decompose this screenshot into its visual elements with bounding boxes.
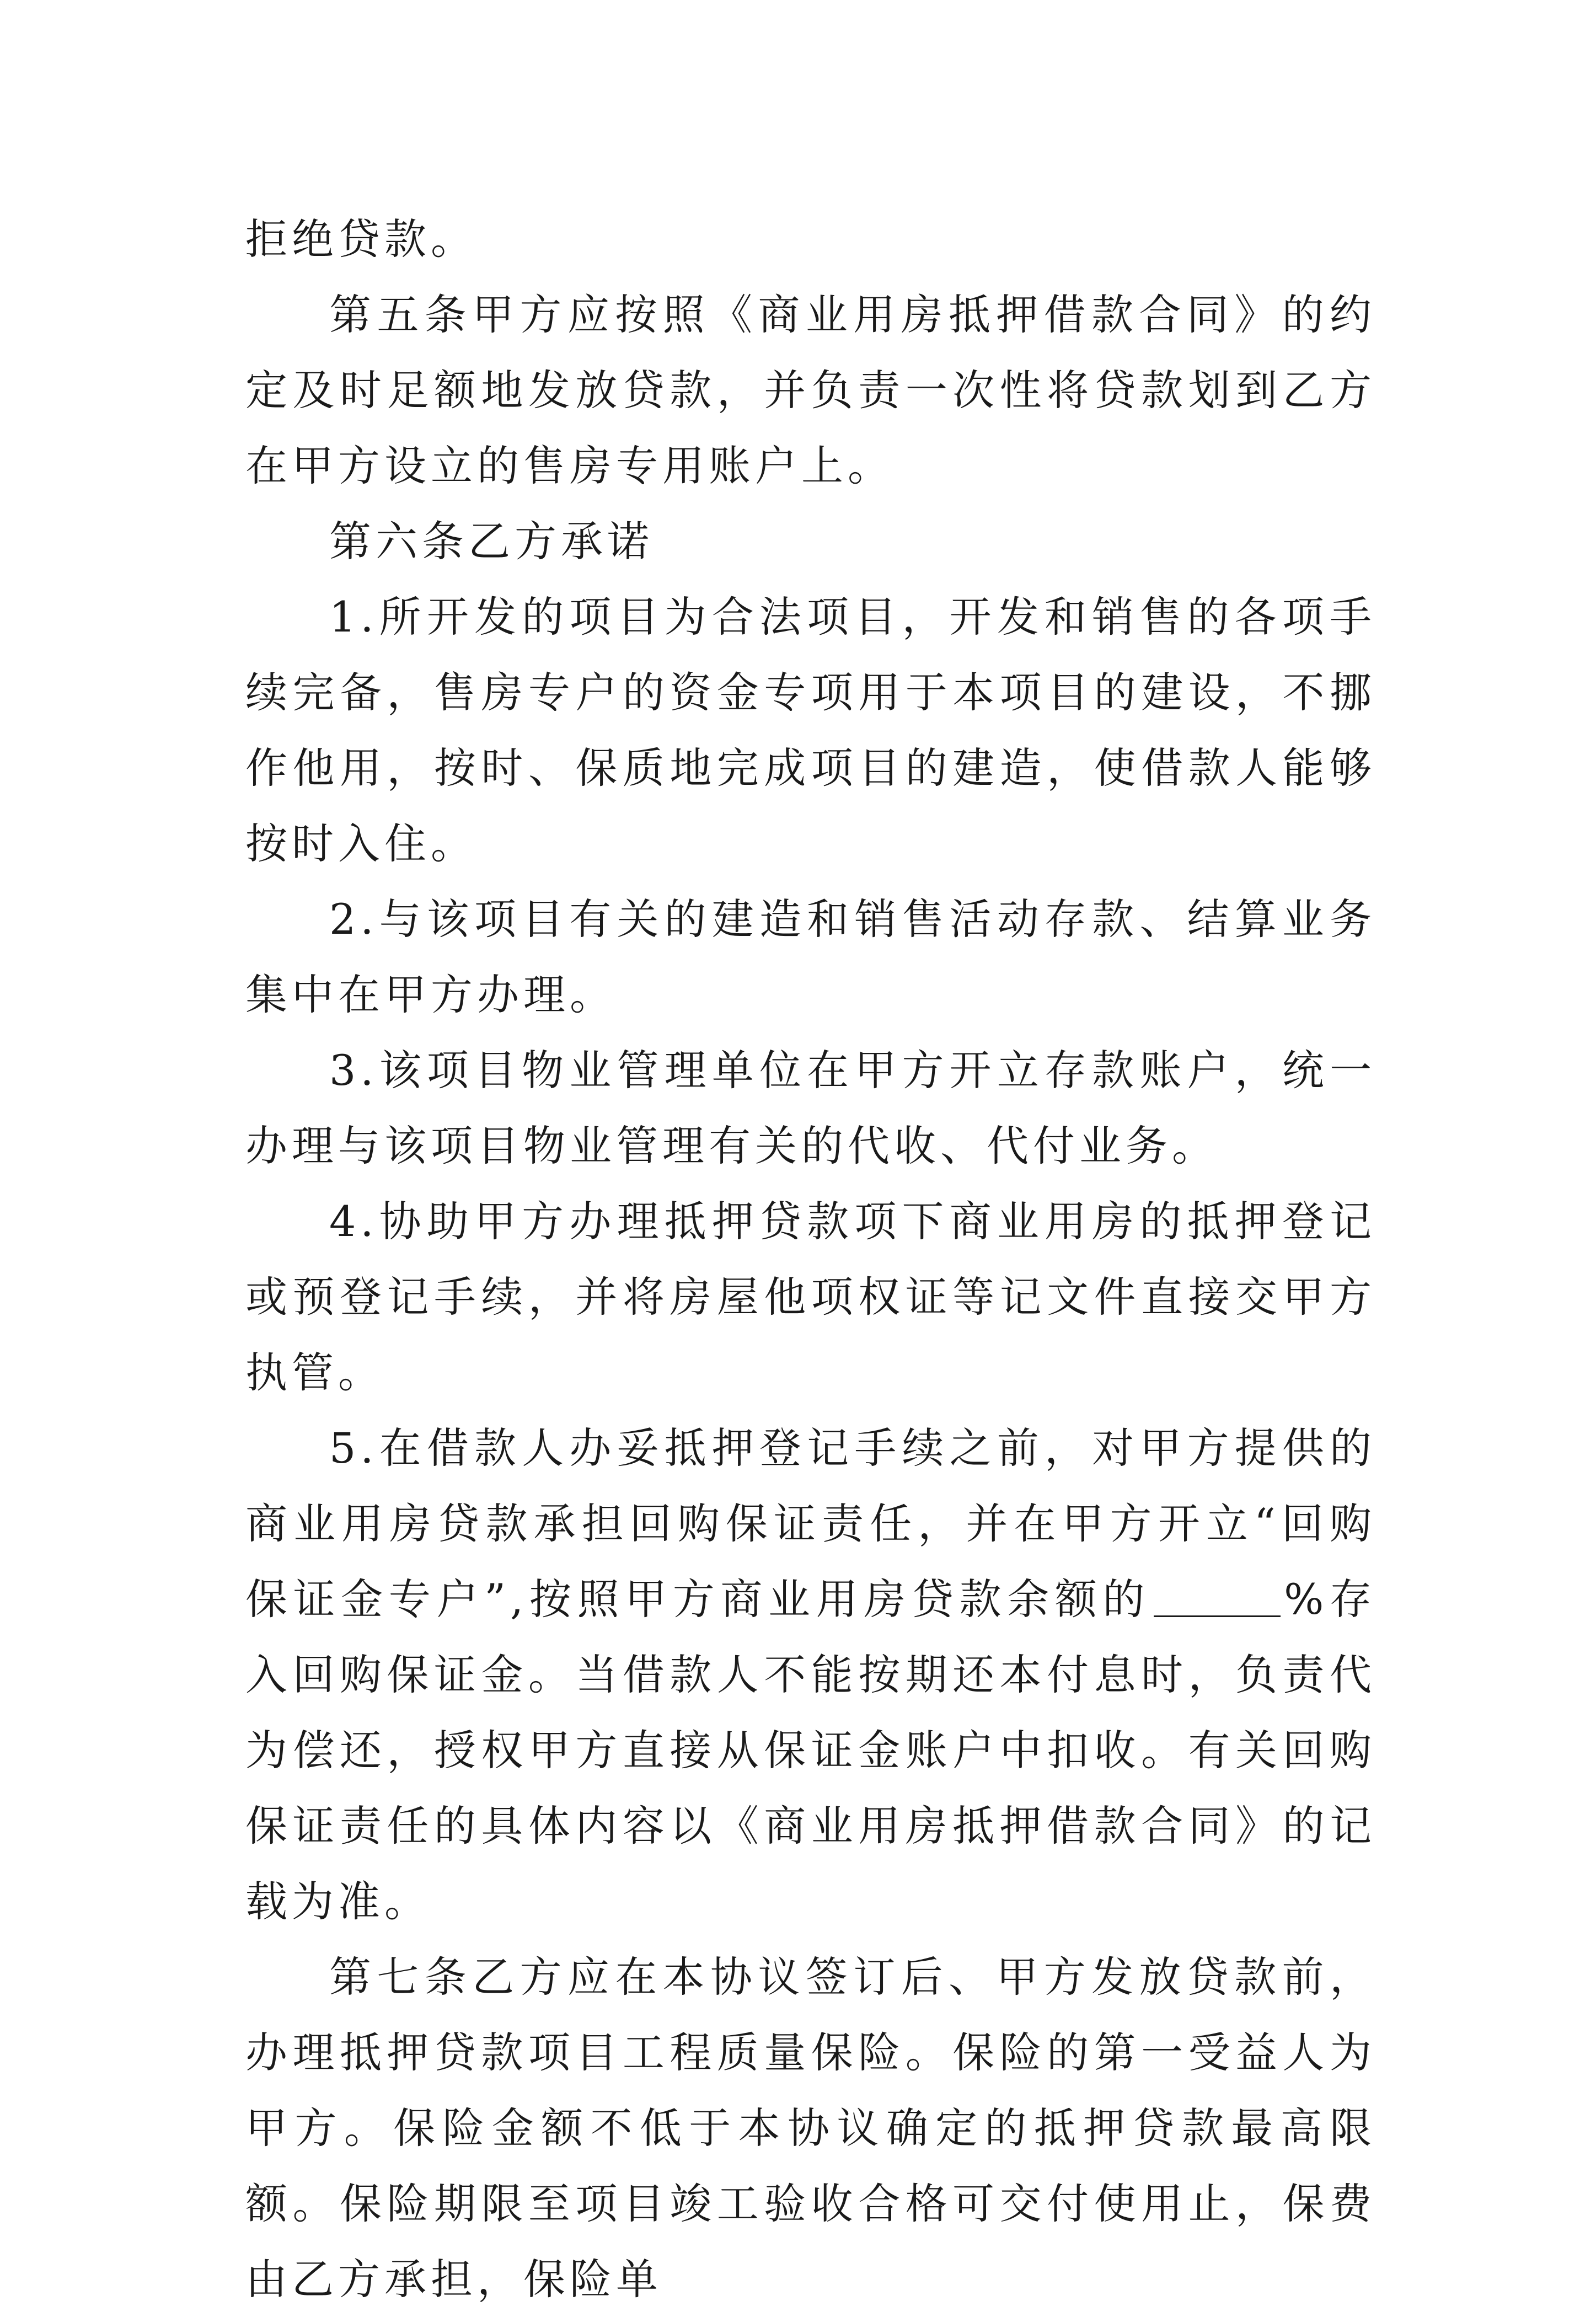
article-5-paragraph: 第五条甲方应按照《商业用房抵押借款合同》的约定及时足额地发放贷款，并负责一次性将贷款划到乙方在甲方设立的售房专用账户上。 [245,290,1376,490]
item-5-text-before-blank: 5.在借款人办妥抵押登记手续之前，对甲方提供的商业用房贷款承担回购保证责任，并在甲方开立“回购保证金专户”,按照甲方商业用房贷款余额的 [245,1424,1376,1624]
item-5-text-after-blank: %存入回购保证金。当借款人不能按期还本付息时，负责代为偿还，授权甲方直接从保证金账户中扣收。有关回购保证责任的具体内容以《商业用房抵押借款合同》的记载为准。 [245,1575,1376,1926]
article-6-item-4: 4.协助甲方办理抵押贷款项下商业用房的抵押登记或预登记手续，并将房屋他项权证等记文件直接交甲方执管。 [245,1197,1376,1397]
article-6-item-1: 1.所开发的项目为合法项目，开发和销售的各项手续完备，售房专户的资金专项用于本项目的建设，不挪作他用，按时、保质地完成项目的建造，使借款人能够按时入住。 [245,592,1376,868]
document-body [245,201,1376,2317]
percentage-fill-blank [1154,1577,1281,1617]
article-6-item-3: 3.该项目物业管理单位在甲方开立存款账户，统一办理与该项目物业管理有关的代收、代付业务。 [245,1046,1376,1170]
article-7-paragraph: 第七条乙方应在本协议签订后、甲方发放贷款前，办理抵押贷款项目工程质量保险。保险的第一受益人为甲方。保险金额不低于本协议确定的抵押贷款最高限额。保险期限至项目竣工验收合格可交付使用止，保费由乙方承担，保险单 [245,1952,1376,2304]
article-6-item-5 [245,1410,1376,1939]
article-6-item-2: 2.与该项目有关的建造和销售活动存款、结算业务集中在甲方办理。 [245,895,1376,1019]
paragraph-continuation: 拒绝贷款。 [245,215,477,264]
article-6-heading: 第六条乙方承诺 [329,517,654,566]
